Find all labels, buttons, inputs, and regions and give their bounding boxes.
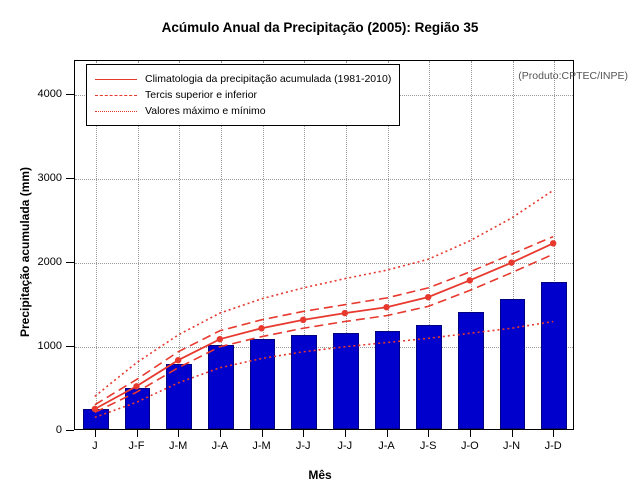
y-tick-label: 3000 [37,171,62,184]
gridline-horizontal [75,179,573,180]
produto-credit: (Produto:CPTEC/INPE) [518,70,628,82]
y-tick-label: 1000 [37,339,62,352]
x-tick-label: J-S [419,440,437,452]
legend-label: Tercis superior e inferior [145,89,258,101]
legend-item-tercis [95,87,391,103]
bar-J-J [333,333,359,429]
y-axis-title: Precipitação acumulada (mm) [18,166,32,338]
bar-J-A [208,345,234,429]
legend-line-dotted-icon [95,111,137,112]
x-tick [262,430,263,437]
x-tick-label: J-M [252,440,271,452]
x-tick-label: J-O [460,440,479,452]
legend-item-extremos [95,103,391,119]
x-tick [470,430,471,437]
x-tick [345,430,346,437]
legend-label: Climatologia da precipitação acumulada (1981-2010) [145,73,392,85]
gridline-horizontal [75,263,573,264]
legend-line-dashed-icon [95,95,137,96]
x-tick [137,430,138,437]
y-tick-label: 4000 [37,87,62,100]
x-tick-label: J [92,440,98,452]
y-tick-label: 0 [55,424,62,436]
chart-legend [86,64,400,126]
x-tick [178,430,179,437]
x-axis-title: Mês [308,468,332,482]
bar-J-M [250,339,276,429]
x-tick [553,430,554,437]
bar-J-O [458,312,484,429]
x-tick-label: J-F [128,440,145,452]
y-tick [66,94,74,95]
x-tick-label: J-N [502,440,521,452]
y-tick [66,262,74,263]
x-tick-label: J-A [378,440,395,452]
x-tick-label: J-D [544,440,562,452]
x-tick [512,430,513,437]
legend-label: Valores máximo e mínimo [145,105,266,117]
bar-J-D [541,282,567,429]
x-tick [303,430,304,437]
y-tick [66,430,74,431]
bar-J-F [125,388,151,429]
x-tick [387,430,388,437]
y-tick-label: 2000 [37,255,62,268]
x-tick-label: J-M [168,440,188,452]
bar-J-N [500,299,526,429]
chart-title: Acúmulo Anual da Precipitação (2005): Região 35 [161,20,479,35]
x-tick [428,430,429,437]
bar-J-A [375,331,401,429]
bar-J-S [416,325,442,429]
bar-J [83,409,109,429]
bar-J-M [166,364,192,429]
x-tick [95,430,96,437]
x-tick-label: J-J [337,440,353,452]
y-tick [66,178,74,179]
legend-line-solid-icon [95,79,137,80]
legend-item-climatologia [95,71,391,87]
x-tick [220,430,221,437]
bar-J-J [291,335,317,429]
x-tick-label: J-A [211,440,229,452]
x-tick-label: J-J [295,440,311,452]
gridline-horizontal [75,347,573,348]
y-tick [66,346,74,347]
